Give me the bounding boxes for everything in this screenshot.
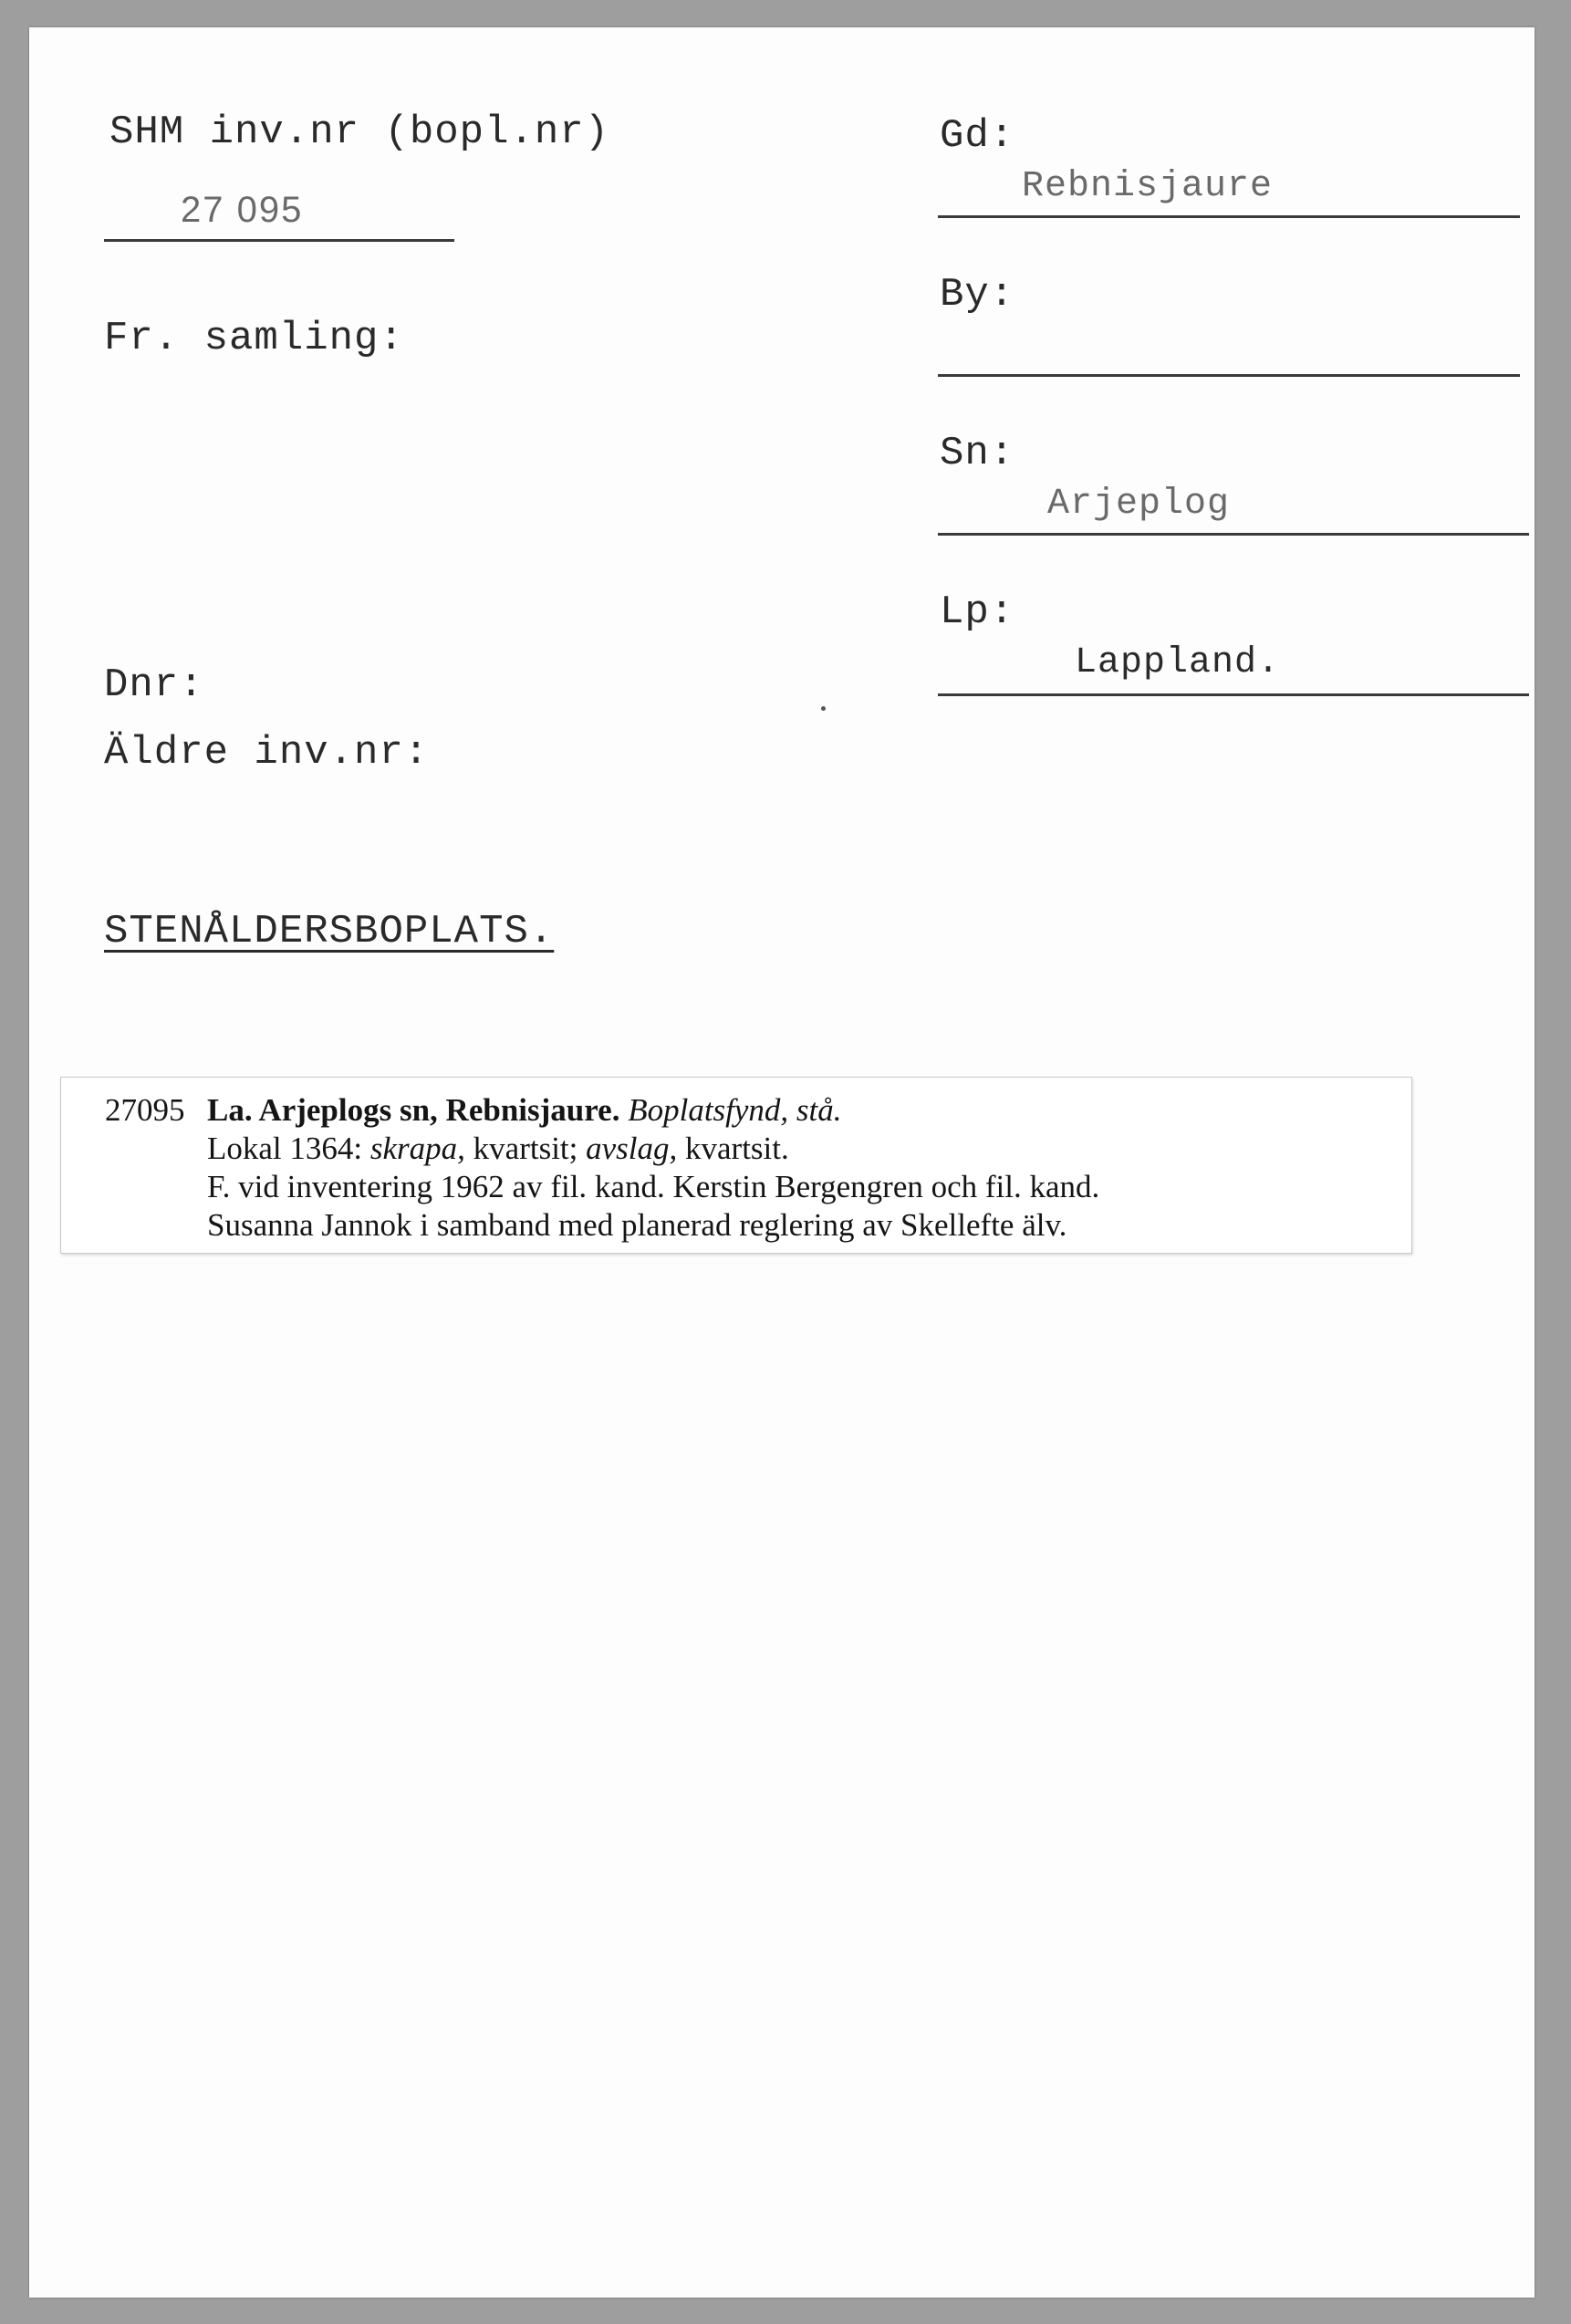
inv-nr-label: SHM inv.nr (bopl.nr) [109,109,610,155]
sn-underline [938,533,1529,536]
gd-label: Gd: [940,113,1015,159]
dnr-label: Dnr: [104,662,204,708]
gd-underline [938,215,1520,218]
by-label: By: [940,272,1015,318]
slip-number: 27095 [105,1092,185,1128]
fr-samling-label: Fr. samling: [104,316,404,361]
slip-line-1 [207,1092,842,1129]
lp-value: Lappland. [1075,642,1281,683]
slip-location: La. Arjeplogs sn, Rebnisjaure. [207,1092,620,1128]
lp-underline [938,693,1529,696]
pasted-catalog-slip [60,1077,1412,1254]
slip-line-2 [207,1131,789,1167]
aldre-inv-nr-label: Äldre inv.nr: [104,730,430,776]
gd-value: Rebnisjaure [1022,166,1274,207]
slip-object-1: skrapa, [369,1131,465,1166]
catalog-card [29,27,1535,2298]
lp-label: Lp: [940,589,1015,635]
inv-nr-underline [104,239,454,242]
site-type-heading: STENÅLDERSBOPLATS. [104,909,555,954]
inv-nr-value: 27 095 [181,190,304,230]
slip-material-1: kvartsit; [473,1131,578,1166]
slip-material-2: kvartsit. [685,1131,789,1166]
slip-object-2: avslag, [586,1131,678,1166]
slip-lokal: Lokal 1364: [207,1131,363,1166]
sn-label: Sn: [940,431,1015,476]
ink-dot [821,706,826,711]
sn-value: Arjeplog [1047,484,1231,525]
slip-line-3: F. vid inventering 1962 av fil. kand. Kerstin Bergengren och fil. kand. [207,1169,1100,1204]
by-underline [938,374,1520,377]
slip-find-type: Boplatsfynd, stå. [628,1092,842,1128]
slip-line-4: Susanna Jannok i samband med planerad reglering av Skellefte älv. [207,1207,1067,1243]
